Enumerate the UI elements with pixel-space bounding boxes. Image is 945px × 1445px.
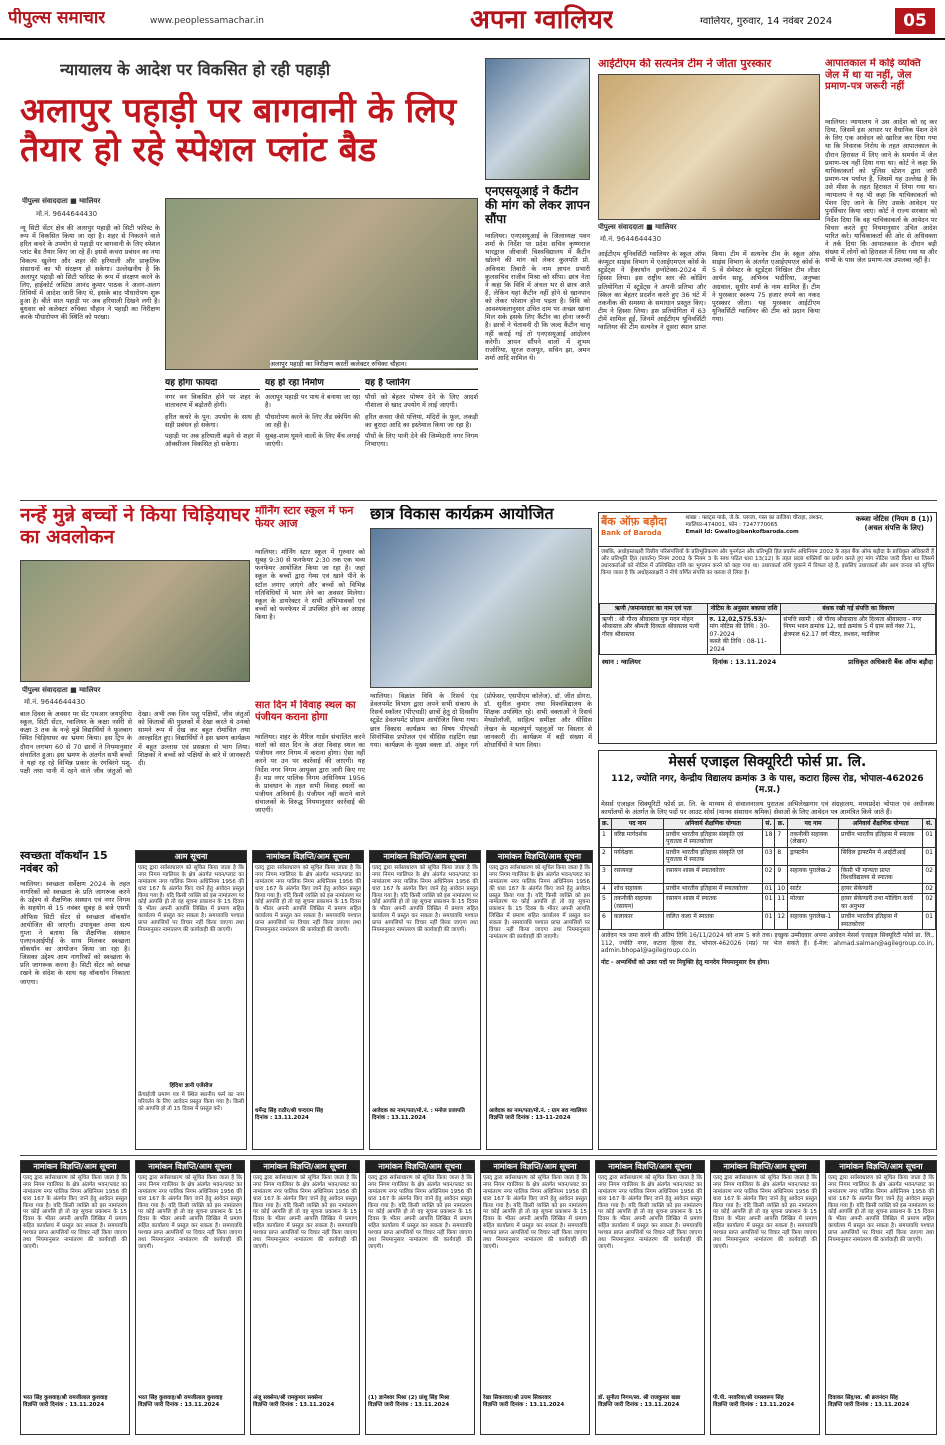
- notice-date: विज्ञप्ति जारी दिनांक : 13.11.2024: [23, 1401, 105, 1408]
- notice-date: विज्ञप्ति जारी दिनांक : 13.11.2024: [828, 1401, 910, 1408]
- notice-signatory: भरत सिंह कुशवाह/श्री रामजीलाल कुशवाह: [23, 1395, 108, 1401]
- agile-cell: 7: [775, 829, 788, 847]
- agile-cell: हायर सेकेण्डरी: [839, 883, 923, 894]
- bob-branch: [686, 515, 855, 544]
- agile-cell: 12: [775, 912, 788, 930]
- notice-date: विज्ञप्ति जारी दिनांक : 13-11-2024: [489, 1114, 571, 1121]
- notice-box-heading: नामांकन विज्ञप्ति/आम सूचना: [251, 1161, 359, 1173]
- notice-box-heading: नामांकन विज्ञप्ति/आम सूचना: [487, 851, 592, 863]
- bob-demand-date: मांग नोटिस की तिथि : 30-07-2024: [709, 623, 770, 638]
- agile-intro: मेसर्स एजाइल सिक्यूरिटी फोर्स प्रा. लि. के माध्यम से संचालनालय पुरातत्व अभिलेखागार एवं संग्रहालय, मध्यप्रदेश भोपाल एवं अधीनस्थ कार्यालयों के अंतर्गत के लिए पदों पर आउट सोर्स (मानव संसाधन श्रमिक) सेवाओं के लिए आवेदन पत्र आमंत्रित किये जाते हैं।: [601, 800, 934, 817]
- lead-col-construction: [265, 378, 360, 498]
- notice-box-heading: नामांकन विज्ञप्ति/आम सूचना: [596, 1161, 704, 1173]
- bob-th-amount: नोटिस के अनुसार बकाया राशि: [707, 604, 781, 615]
- agile-cell: 10: [775, 883, 788, 894]
- agile-title: मेसर्स एजाइल सिक्यूरिटी फोर्स प्रा. लि.: [668, 754, 867, 770]
- agile-cell: प्राचीन भारतीय इतिहास में स्नातकोत्तर: [664, 883, 763, 894]
- agile-cell: 5: [600, 894, 612, 912]
- student-dev-headline: छात्र विकास कार्यक्रम आयोजित: [370, 505, 554, 523]
- notice-date: विज्ञप्ति जारी दिनांक : 13.11.2024: [138, 1401, 220, 1408]
- bob-th-property: बंधक रखी गई संपत्ति का विवरण: [781, 604, 936, 615]
- bob-property: संपत्ति स्वामी : श्री गौरव श्रीवास्तव और दिव्यता श्रीवास्तव - नगर निगम भवन क्रमांक 12, वार्ड क्रमांक 5 में ग्राम सर्वे नंबर 71, क्षेत्रफल 62.17 वर्ग मीटर, लश्कर, ग्वालियर: [781, 614, 936, 655]
- notice-box-heading: नामांकन विज्ञप्ति/आम सूचना: [366, 1161, 474, 1173]
- agile-cell: रसायन शास्त्र में स्नातक: [664, 894, 763, 912]
- planning-title: यह है प्लानिंग: [365, 378, 478, 390]
- notice-date: विज्ञप्ति जारी दिनांक : 13.11.2024: [713, 1401, 795, 1408]
- lead-byline: पीपुल्स संवाददाता ■ ग्वालियर: [22, 197, 101, 205]
- lead-mobile: मो.नं. 9644644430: [36, 210, 98, 218]
- bob-footer: [599, 655, 936, 669]
- agile-cell: 01: [762, 883, 775, 894]
- agile-footer: आवेदन पत्र जमा करने की अंतिम तिथि 16/11/2024 को शाम 5 बजे तक। इच्छुक उम्मीदवार अपना आवेदन मेसर्स एजाइल सिक्यूरिटी फोर्स प्रा. लि., 112, ज्योति नगर, कटारा हिल्स रोड, भोपाल-462026 (मप्र) पर भेज सकते हैं। ई-मेल: ahmad.salman@agilegroup.co.in, admin.bhopal@agilegroup.co.in: [601, 932, 934, 955]
- agile-cell: प्राचीन भारतीय इतिहास में स्नातकोत्तर: [839, 912, 923, 930]
- planning-item: हरित कचरा जैसे पत्तियां, मंदिरों के फूल, लकड़ी का बुरादा आदि का इस्तेमाल किया जा रहा है।: [365, 412, 478, 429]
- agile-cell: 3: [600, 865, 612, 883]
- agile-cell: सहायक पुरालेख-1: [788, 912, 839, 930]
- agile-notice: [598, 750, 937, 1150]
- notice-box: [135, 1160, 245, 1435]
- nsui-headline: एनएसयूआई ने कैंटीन की मांग को लेकर ज्ञापन सौंपा: [485, 185, 590, 226]
- bob-amount: रु. 12,02,575.53/-: [709, 615, 767, 623]
- benefits-title: यह होगा फायदा: [165, 378, 260, 390]
- notice-box: [20, 1160, 130, 1435]
- benefits-item: नगर वन विकसित होने पर शहर के वातावरण में बढ़ोतरी होगी।: [165, 393, 260, 410]
- notice-signatory: भरत सिंह कुशवाह/श्री रामजीलाल कुशवाह: [138, 1395, 223, 1401]
- notice-box-heading: नामांकन विज्ञप्ति/आम सूचना: [481, 1161, 589, 1173]
- divider: [20, 500, 937, 501]
- franchise-text: फ्रेंचाईजी प्रमाण पत्र में स्थित स्थानीय फर्म का नाम परिवर्तन के लिए आवेदन प्रस्तुत किया गया है। किसी को आपत्ति हो तो 15 दिवस में प्रस्तुत करें।: [138, 1091, 244, 1112]
- notice-box-text: एतद् द्वारा सर्वसाधारण को सूचित किया जाता है कि नगर निगम ग्वालियर के क्षेत्र अंतर्गत भवन/प्लाट का नामांतरण नगर पालिक निगम अधिनियम 1956 की धारा 167 के अंतर्गत किए जाने हेतु आवेदन प्रस्तुत किया गया है। यदि किसी व्यक्ति को इस नामांतरण पर कोई आपत्ति हो तो वह सूचना प्रकाशन के 15 दिवस के भीतर अपनी आपत्ति लिखित में प्रमाण सहित कार्यालय में प्रस्तुत कर सकता है। समयावधि पश्चात प्राप्त आपत्तियों पर विचार नहीं किया जाएगा तथा नियमानुसार नामांतरण की कार्यवाही की जाएगी।: [23, 1175, 127, 1250]
- bob-logo: बैंक ऑफ़ बड़ौदा: [601, 515, 667, 528]
- lead-col-benefits: [165, 378, 260, 498]
- table-row: [600, 847, 936, 865]
- agile-cell: पर्यवेक्षक: [611, 847, 663, 865]
- franchise-title: हिंदिया ज्ञानी एजेंसीज: [169, 1083, 213, 1089]
- notice-box: [369, 850, 481, 1150]
- construction-item: पौधारोपण करने के लिए लैंड स्केपिंग की जा रही है।: [265, 412, 360, 429]
- agile-cell: कलाकार: [611, 912, 663, 930]
- zoo-body: बाल दिवस के अवसर पर सेंट एमआर जयपुरिया स्कूल, सिटी सेंटर, ग्वालियर के कक्षा नर्सरी से कक्षा 3 तक के नन्हे मुन्ने विद्यार्थियों ने फूलबाग स्थित चिड़ियाघर का भ्रमण किया। इस ट्रिप के दौरान लगभग 60 से 70 छात्रों ने नियमानुसार संचालित हुआ। इस भ्रमण के अंतर्गत सभी बच्चों ने यहां रह रहे विभिन्न प्रकार के रंगबिरंगे पशु-पक्षी तथा पानी में रहने वाले जीव जंतुओं को देखा। अभी तक जिन पशु पक्षियों, जीव जंतुओं को किताबों की पुस्तकों में देखा करते थे उनको सामने रूप में देख कर बहुत रोमांचित तथा आल्हादित हुए। विद्यार्थियों ने इस भ्रमण कार्यक्रम में बहुत उल्लास एवं प्रसन्नता से भाग लिया। शिक्षकों ने बच्चों को पक्षियों के बारे में जानकारी दी।: [20, 710, 250, 775]
- table-row: [600, 829, 936, 847]
- emergency-headline: आपातकाल में कोई व्यक्ति जेल में था या नहीं, जेल प्रमाण-पत्र जरूरी नहीं: [825, 58, 921, 92]
- swachhata-body: ग्वालियर। स्वच्छता सर्वेक्षण 2024 के तहत नागरिकों को स्वच्छता के प्रति जागरूक करने के उद्देश्य से शैक्षणिक संस्थान एवं नगर निगम के सहयोग से 15 नवंबर सुबह 8 बजे एसपी ऑफिस सिटी सेंटर से स्वच्छता वॉकथॉन आयोजित की जाएगी। उपायुक्त अमर सत्य गुप्ता ने बताया कि शैक्षणिक संस्थान एलएनआईपीई के साथ मिलकर स्वच्छता वॉकथॉन का आयोजन किया जा रहा है। जिसका उद्देश्य आम नागरिकों को स्वच्छता के प्रति जागरूक करना है। सिटी सेंटर को स्वच्छ रखने के संदेश के साथ यह वॉकथॉन निकाला जाएगा।: [20, 880, 130, 986]
- bob-borrower: ऋणी : श्री गौरव श्रीवास्तव पुत्र मदन मोहन श्रीवास्तव और श्रीमती दिव्यता श्रीवास्तव पत्नी गौरव श्रीवास्तव: [600, 614, 708, 655]
- notice-date: विज्ञप्ति जारी दिनांक : 13.11.2024: [483, 1401, 565, 1408]
- agile-cell: 18: [762, 829, 775, 847]
- agile-cell: सार्टर: [788, 883, 839, 894]
- agile-note: नोट - अभ्यर्थियों को उक्त पदों पर नियुक्ति हेतु मानदेय नियमानुसार देय होगा।: [601, 958, 770, 966]
- notice-signatory: पी.पी. नरवरिया/श्री रामस्वरूप सिंह: [713, 1395, 784, 1401]
- agile-cell: रसायन शास्त्र में स्नातकोत्तर: [664, 865, 763, 883]
- agile-cell: 8: [775, 847, 788, 865]
- lead-photo-caption: अलापुर पहाड़ी का निरीक्षण करतीं कलेक्टर रुचिका चौहान।: [270, 360, 478, 368]
- agile-cell: 03: [762, 847, 775, 865]
- notice-box-text: एतद् द्वारा सर्वसाधारण को सूचित किया जाता है कि नगर निगम ग्वालियर के क्षेत्र अंतर्गत भवन/प्लाट का नामांतरण नगर पालिक निगम अधिनियम 1956 की धारा 167 के अंतर्गत किए जाने हेतु आवेदन प्रस्तुत किया गया है। यदि किसी व्यक्ति को इस नामांतरण पर कोई आपत्ति हो तो वह सूचना प्रकाशन के 15 दिवस के भीतर अपनी आपत्ति लिखित में प्रमाण सहित कार्यालय में प्रस्तुत कर सकता है। समयावधि पश्चात प्राप्त आपत्तियों पर विचार नहीं किया जाएगा तथा नियमानुसार नामांतरण की कार्यवाही की जाएगी।: [713, 1175, 817, 1250]
- notice-box-heading: नामांकन विज्ञप्ति/आम सूचना: [136, 1161, 244, 1173]
- agile-th: सं.: [923, 819, 936, 830]
- agile-cell: सहायक पुरालेख-2: [788, 865, 839, 883]
- bob-logo-en: Bank of Baroda: [601, 528, 662, 537]
- table-row: [600, 865, 936, 883]
- nsui-body: ग्वालियर। एनएसयूआई के जिलाध्यक्ष पवन शर्मा के निर्देश पर प्रदेश सचिव कृष्णराज भारद्वाज जीवाजी विश्वविद्यालय में कैंटीन खोलने की मांग को लेकर कुलपति प्रो. अविनाश तिवारी के नाम ज्ञापन प्रभारी कुलसचिव राजीव मिश्रा को सौंपा। छात्र नेता ने कहा कि विवि में अंचल भर से छात्र आते हैं, लेकिन यहां कैंटीन नहीं होने से खानपान को लेकर परेशान होना पड़ता है। विवि को आवश्यकतानुसार उचित दाम पर अच्छा खाना मिल सके इसके लिए कैंटीन का होना जरूरी है। छात्रों ने चेतावनी दी कि जल्द कैंटीन चालू नहीं कराई गई तो एनएसयूआई आंदोलन करेगी। ज्ञापन सौंपने वालों में शुभम राजोरिया, सूरज राजपूत, सचिन झा, अमन शर्मा आदि शामिल थे।: [485, 232, 590, 362]
- planning-item: पौधों के लिए पानी देने की जिम्मेदारी नगर निगम निभाएगा।: [365, 431, 478, 448]
- planning-item: पौधों को बेहतर पोषण देने के लिए आदर्श गौशाला से खाद उपयोग में लाई जाएगी।: [365, 393, 478, 410]
- notice-box: [250, 1160, 360, 1435]
- bob-branch-address: शाखा : फ्लट्स पार्क, जे.के. प्लाजा, गस्त का ताजिया चौराहा, लश्कर, ग्वालियर-474001, फोन : 7247770065: [685, 515, 824, 528]
- agile-cell: 01: [762, 894, 775, 912]
- table-row: [600, 883, 936, 894]
- zoo-headline: नन्हें मुन्ने बच्चों ने किया चिड़ियाघर का अवलोकन: [20, 505, 250, 548]
- agile-cell: ललित कला में स्नातक: [664, 912, 763, 930]
- agile-address: 112, ज्योति नगर, केन्द्रीय विद्यालय क्रमांक 3 के पास, कटारा हिल्स रोड, भोपाल-462026 (म.प्र.): [611, 773, 924, 795]
- agile-th: अनिवार्य शैक्षणिक योग्यता: [664, 819, 763, 830]
- lead-photo: [165, 198, 478, 370]
- lead-headline: अलापुर पहाड़ी पर बागवानी के लिए तैयार हो रहे स्पेशल प्लांट बैड: [20, 92, 457, 171]
- dateline: ग्वालियर, गुरुवार, 14 नवंबर 2024: [700, 16, 833, 27]
- agile-cell: 2: [600, 847, 612, 865]
- agile-cell: 02: [923, 883, 936, 894]
- notice-date: विज्ञप्ति जारी दिनांक : 13.11.2024: [253, 1401, 335, 1408]
- section-title: अपना ग्वालियर: [470, 5, 614, 35]
- notice-box-text: एतद् द्वारा सर्वसाधारण को सूचित किया जाता है कि नगर निगम ग्वालियर के क्षेत्र अंतर्गत भवन/प्लाट का नामांतरण नगर पालिक निगम अधिनियम 1956 की धारा 167 के अंतर्गत किए जाने हेतु आवेदन प्रस्तुत किया गया है। यदि किसी व्यक्ति को इस नामांतरण पर कोई आपत्ति हो तो वह सूचना प्रकाशन के 15 दिवस के भीतर अपनी आपत्ति लिखित में प्रमाण सहित कार्यालय में प्रस्तुत कर सकता है। समयावधि पश्चात प्राप्त आपत्तियों पर विचार नहीं किया जाएगा तथा नियमानुसार नामांतरण की कार्यवाही की जाएगी।: [483, 1175, 587, 1250]
- agile-cell: 01: [923, 912, 936, 930]
- agile-cell: तकनीकी सहायक (लेखन): [788, 829, 839, 847]
- notice-date: विज्ञप्ति जारी दिनांक : 13.11.2024: [598, 1401, 680, 1408]
- iitm-mobile: मो.नं. 9644644430: [600, 235, 662, 243]
- notice-box-heading: नामांकन विज्ञप्ति/आम सूचना: [253, 851, 363, 863]
- notice-box-heading: नामांकन विज्ञप्ति/आम सूचना: [21, 1161, 129, 1173]
- lead-kicker: न्यायालय के आदेश पर विकसित हो रही पहाड़ी: [60, 60, 331, 79]
- notice-box-text: एतद् द्वारा सर्वसाधारण को सूचित किया जाता है कि नगर निगम ग्वालियर के क्षेत्र अंतर्गत भवन/प्लाट का नामांतरण नगर पालिक निगम अधिनियम 1956 की धारा 167 के अंतर्गत किए जाने हेतु आवेदन प्रस्तुत किया गया है। यदि किसी व्यक्ति को इस नामांतरण पर कोई आपत्ति हो तो वह सूचना प्रकाशन के 15 दिवस के भीतर अपनी आपत्ति लिखित में प्रमाण सहित कार्यालय में प्रस्तुत कर सकता है। समयावधि पश्चात प्राप्त आपत्तियों पर विचार नहीं किया जाएगा तथा नियमानुसार नामांतरण की कार्यवाही की जाएगी।: [489, 865, 590, 940]
- agile-th: क्र.: [600, 819, 612, 830]
- agile-cell: 11: [775, 894, 788, 912]
- notice-box: [825, 1160, 937, 1435]
- notice-box: [595, 1160, 705, 1435]
- agile-cell: 4: [600, 883, 612, 894]
- agile-cell: 1: [600, 829, 612, 847]
- bob-signatory: प्राधिकृत अधिकारी बैंक ऑफ बड़ौदा: [848, 658, 933, 666]
- agile-cell: हायर सेकेण्डरी तथा मोल्डिंग कार्य का अनुभव: [839, 894, 923, 912]
- brand-name: पीपुल्स समाचार: [8, 8, 106, 28]
- student-dev-photo: [370, 528, 592, 688]
- notice-signatory: रेखा सिकरवार/श्री उत्तम सिकरवार: [483, 1395, 552, 1401]
- agile-cell: रसायनज्ञ: [611, 865, 663, 883]
- bob-place: स्थान : ग्वालियर: [602, 658, 641, 666]
- notice-box: [365, 1160, 475, 1435]
- iitm-headline: आईटीएम की सत्यनेत्र टीम ने जीता पुरस्कार: [598, 58, 772, 70]
- bob-amount-cell: [707, 614, 781, 655]
- emergency-body: ग्वालियर। न्यायालय ने उस आदेश को रद्द कर दिया, जिसमें इस आधार पर वैधानिक पेंशन देने के लिए एक आवेदन को खारिज कर दिया गया था कि निवारक निरोध के तहत आपातकाल के दौरान हिरासत में लिए जाने के समर्थन में जेल प्रमाण-पत्र नहीं दिया गया था। कोर्ट ने कहा कि याचिकाकर्ता को पुलिस स्टेशन द्वारा जारी प्रमाण-पत्र पर्याप्त है, जिसमें यह उल्लेख है कि उसे मीसा के तहत हिरासत में लिया गया था। न्यायालय ने यह भी कहा कि याचिकाकर्ता को पेंशन दिए जाने के लिए उसके आवेदन पर पुनर्विचार किया जाए। कोर्ट ने राज्य सरकार को निर्देश दिया कि वह याचिकाकर्ता के आवेदन पर विचार करते हुए नियमानुसार उचित आदेश पारित करे। याचिकाकर्ता की ओर से अधिवक्ता ने तर्क दिया कि आपातकाल के दौरान बड़ी संख्या में लोगों को हिरासत में लिया गया था और सभी के पास जेल प्रमाण-पत्र उपलब्ध नहीं है।: [825, 118, 937, 265]
- lead-col-planning: [365, 378, 478, 498]
- agile-cell: प्राचीन भारतीय इतिहास संस्कृति एवं पुरातत्व में स्नातक: [664, 847, 763, 865]
- lead-body: न्यू सिटी सेंटर क्षेत्र की अलापुर पहाड़ी को सिटी फॉरेस्ट के रूप में विकसित किया जा रहा है। शहर से निकलने वाले हरित कचरे के उपयोग से पहाड़ी पर बागवानी के लिए स्पेशल प्लांट बैड तैयार किए जा रहे हैं। इससे कचरा प्रबंधन का नया विकल्प खुलेगा और शहर की हरियाली और प्राकृतिक संसाधनों का भी संरक्षण हो सकेगा। उल्लेखनीय है कि अलापुर पहाड़ी को सिटी फॉरेस्ट के रूप में संरक्षण करने के लिए, हाईकोर्ट जस्टिस आनंद कुमार पाठक ने अलग-अलग तिथियों में आदेश जारी किए थे, इसके बाद पौधारोपण शुरू हुआ है। बीते सात पहाड़ी पर अब हरियाली दिखने लगी है। बुधवार को कलेक्टर रुचिका चौहान ने पहाड़ी का निरीक्षण करके पौधारोपण की स्थिति को परखा।: [20, 224, 160, 322]
- agile-cell: किसी भी मान्यता प्राप्त विश्वविद्यालय से स्नातक: [839, 865, 923, 883]
- agile-cell: 9: [775, 865, 788, 883]
- page-number: 05: [895, 8, 935, 34]
- iitm-byline: पीपुल्स संवाददाता ■ ग्वालियर: [598, 223, 677, 231]
- marriage-body: ग्वालियर। शहर के मैरिज गार्डन संचालित करने वालों को सात दिन के अंदर विवाह स्थल का पंजीयन नगर निगम में कराना होगा। ऐसा नहीं करने पर उन पर कार्रवाई की जाएगी। यह निर्देश नगर निगम आयुक्त द्वारा जारी किए गए हैं। मप्र नगर पालिक निगम अधिनियम 1956 के प्रावधान के तहत सभी विवाह स्थलों का पंजीयन अनिवार्य है। पंजीयन नहीं कराने वाले संचालकों के विरुद्ध नियमानुसार कार्रवाई की जाएगी।: [255, 733, 365, 815]
- notice-box-text: एतद् द्वारा सर्वसाधारण को सूचित किया जाता है कि नगर निगम ग्वालियर के क्षेत्र अंतर्गत भवन/प्लाट का नामांतरण नगर पालिक निगम अधिनियम 1956 की धारा 167 के अंतर्गत किए जाने हेतु आवेदन प्रस्तुत किया गया है। यदि किसी व्यक्ति को इस नामांतरण पर कोई आपत्ति हो तो वह सूचना प्रकाशन के 15 दिवस के भीतर अपनी आपत्ति लिखित में प्रमाण सहित कार्यालय में प्रस्तुत कर सकता है। समयावधि पश्चात प्राप्त आपत्तियों पर विचार नहीं किया जाएगा तथा नियमानुसार नामांतरण की कार्यवाही की जाएगी।: [138, 865, 244, 933]
- notice-signatory: धर्मेन्द्र सिंह राठौर/श्री चन्दराम सिंह: [255, 1108, 324, 1114]
- bob-email: Email Id: Gwalio@bankofbaroda.com: [685, 528, 799, 535]
- divider: [20, 1155, 937, 1156]
- agile-cell: 02: [923, 865, 936, 883]
- benefits-item: पहाड़ी पर अब हरियाली बढ़ने से शहर में ऑक्सीजन विकसित हो सकेगा।: [165, 431, 260, 448]
- notice-box: [480, 1160, 590, 1435]
- notice-box-heading: आम सूचना: [136, 851, 246, 863]
- construction-item: अलापुर पहाड़ी पर पाथ वे बनाया जा रहा है।: [265, 393, 360, 410]
- notice-box: [710, 1160, 820, 1435]
- agile-th: पद नाम: [788, 819, 839, 830]
- notice-signatory: अंजू सक्सेना/श्री रामकुमार सक्सेना: [253, 1395, 323, 1401]
- bob-intro: जबकि, अधोहस्ताक्षरी वित्तीय परिसंपत्तियों के प्रतिभूतिकरण और पुनर्गठन और प्रतिभूति हित प्रवर्तन अधिनियम 2002 के तहत बैंक ऑफ बड़ौदा के प्राधिकृत अधिकारी हैं और प्रतिभूति हित (प्रवर्तन) नियम 2002 के नियम 3 के साथ पठित धारा 13(12) के तहत प्रदत्त शक्तियों का प्रयोग करते हुए मांग नोटिस जारी किया था जिसमें उधारकर्ताओं को नोटिस में उल्लिखित राशि का भुगतान करने को कहा गया था। उधारकर्ता राशि चुकाने में विफल रहे हैं, इसलिए उधारकर्ता और आम जनता को सूचित किया जाता है कि अधोहस्ताक्षरी ने नीचे वर्णित संपत्ति का कब्जा ले लिया है।: [601, 549, 934, 576]
- agile-cell: 01: [923, 829, 936, 847]
- agile-cell: वरिष्ठ मार्गदर्शक: [611, 829, 663, 847]
- agile-cell: 6: [600, 912, 612, 930]
- agile-cell: 01: [762, 912, 775, 930]
- marriage-headline: सात दिन में विवाह स्थल का पंजीयन कराना होगा: [255, 700, 356, 723]
- zoo-photo: [20, 560, 250, 682]
- agile-cell: तकनीकी सहायक (रसायन): [611, 894, 663, 912]
- masthead: [0, 0, 945, 40]
- bob-table: [599, 603, 936, 655]
- morning-star-headline: मॉर्निंग स्टार स्कूल में फन फेयर आज: [255, 505, 354, 530]
- agile-cell: प्राचीन भारतीय इतिहास संस्कृति एवं पुरातत्व में स्नातकोत्तर: [664, 829, 763, 847]
- agile-cell: 02: [762, 865, 775, 883]
- notice-signatory: डॉ. सुनीता निगम/स्व. श्री राजकुमार खन्ना: [598, 1395, 681, 1401]
- agile-cell: शोध सहायक: [611, 883, 663, 894]
- notice-signatory: (1) ज्ञानेश्वर मिश्रा (2) प्रांशु सिंह मिश्रा: [368, 1395, 450, 1401]
- brand-url: www.peoplessamachar.in: [150, 16, 264, 26]
- notice-box-heading: नामांकन विज्ञप्ति/आम सूचना: [711, 1161, 819, 1173]
- agile-cell: 02: [923, 894, 936, 912]
- bob-logo-block: [601, 515, 686, 544]
- bob-notice: [598, 512, 937, 744]
- notice-box-heading: नामांकन विज्ञप्ति/आम सूचना: [370, 851, 480, 863]
- notice-box: [252, 850, 364, 1150]
- swachhata-headline: स्वच्छता वॉकथॉन 15 नवंबर को: [20, 850, 108, 875]
- agile-table: [599, 818, 936, 930]
- agile-th: पद नाम: [611, 819, 663, 830]
- agile-cell: सिविल ड्राफ्टमैन में आईटीआई: [839, 847, 923, 865]
- bob-possession-date: कब्जे की तिथि : 08-11-2024: [709, 638, 767, 653]
- notice-box-text: एतद् द्वारा सर्वसाधारण को सूचित किया जाता है कि नगर निगम ग्वालियर के क्षेत्र अंतर्गत भवन/प्लाट का नामांतरण नगर पालिक निगम अधिनियम 1956 की धारा 167 के अंतर्गत किए जाने हेतु आवेदन प्रस्तुत किया गया है। यदि किसी व्यक्ति को इस नामांतरण पर कोई आपत्ति हो तो वह सूचना प्रकाशन के 15 दिवस के भीतर अपनी आपत्ति लिखित में प्रमाण सहित कार्यालय में प्रस्तुत कर सकता है। समयावधि पश्चात प्राप्त आपत्तियों पर विचार नहीं किया जाएगा तथा नियमानुसार नामांतरण की कार्यवाही की जाएगी।: [138, 1175, 242, 1250]
- notice-signatory: दिवाकर सिंह/स्व. श्री ब्रजनंदन सिंह: [828, 1395, 898, 1401]
- nsui-photo: [485, 58, 590, 180]
- notice-date: दिनांक : 13.11.2024: [372, 1114, 426, 1121]
- zoo-mobile: मो.नं. 9644644430: [24, 698, 86, 706]
- agile-cell: ड्राफ्टमैन: [788, 847, 839, 865]
- notice-box-text: एतद् द्वारा सर्वसाधारण को सूचित किया जाता है कि नगर निगम ग्वालियर के क्षेत्र अंतर्गत भवन/प्लाट का नामांतरण नगर पालिक निगम अधिनियम 1956 की धारा 167 के अंतर्गत किए जाने हेतु आवेदन प्रस्तुत किया गया है। यदि किसी व्यक्ति को इस नामांतरण पर कोई आपत्ति हो तो वह सूचना प्रकाशन के 15 दिवस के भीतर अपनी आपत्ति लिखित में प्रमाण सहित कार्यालय में प्रस्तुत कर सकता है। समयावधि पश्चात प्राप्त आपत्तियों पर विचार नहीं किया जाएगा तथा नियमानुसार नामांतरण की कार्यवाही की जाएगी।: [598, 1175, 702, 1250]
- benefits-item: हरित कचरे के पुन: उपयोग के साथ ही सही प्रबंधन हो सकेगा।: [165, 412, 260, 429]
- iitm-body: आईटीएम यूनिवर्सिटी ग्वालियर के स्कूल ऑफ कंप्यूटर साइंस विभाग में एआईएमएल कोर्स के स्टूडेंट्स ने हैकाथॉन इग्नोटेक्स-2024 में हिस्सा लिया। इस राष्ट्रीय स्तर की कोडिंग प्रतियोगिता में स्टूडेंट्स ने अपनी प्रतिभा और स्किल का बेहतर प्रदर्शन करते हुए 36 घंटे में तकनीक की समस्या के समाधान प्रस्तुत किए। टीम ने हिस्सा लिया। इस प्रतियोगिता में 63 टीमें शामिल हुईं, जिनमें आईटीएम यूनिवर्सिटी ग्वालियर की टीम सत्यनेत्र ने दूसरा स्थान प्राप्त किया। टीम में सत्यनेत्र टीम के स्कूल ऑफ साइंस विभाग के अंतर्गत एआईएमएल कोर्स के 5 वें सेमेस्टर के स्टूडेंट्स निखिल टीम लीडर आर्यन साहू, अभिनव भदौरिया, अनुष्का अग्रवाल, सुधीर शर्मा के नाम शामिल हैं। टीम ने पुरस्कार स्वरूप 75 हजार रुपये का नकद पुरस्कार जीता। यह पुरस्कार आईटीएम यूनिवर्सिटी ग्वालियर की टीम को प्रदान किया गया।: [598, 250, 820, 332]
- morning-star-body: ग्वालियर। मॉर्निंग स्टार स्कूल में गुरुवार को सुबह 9:30 से फनफेयर 2:30 तक एक भव्य फनफेयर आयोजित किया जा रहा है। जहां स्कूल के बच्चों द्वारा गेम्स एवं खाने पीने के स्टॉल लगाए जाएंगे और बच्चों को विभिन्न गतिविधियों में भाग लेने का अवसर मिलेगा। स्कूल के डायरेक्टर ने सभी अभिभावकों एवं बच्चों को फनफेयर में उपस्थित होने का आग्रह किया है।: [255, 548, 365, 621]
- agile-th: सं.: [762, 819, 775, 830]
- agile-cell: मोल्डर: [788, 894, 839, 912]
- agile-th: क्र.: [775, 819, 788, 830]
- bob-notice-title: कब्जा नोटिस (नियम 8 (1)) (अचल संपत्ति के लिए): [855, 515, 933, 532]
- bob-date: दिनांक : 13.11.2024: [712, 658, 777, 666]
- construction-title: यह हो रहा निर्माण: [265, 378, 360, 390]
- notice-box-text: एतद् द्वारा सर्वसाधारण को सूचित किया जाता है कि नगर निगम ग्वालियर के क्षेत्र अंतर्गत भवन/प्लाट का नामांतरण नगर पालिक निगम अधिनियम 1956 की धारा 167 के अंतर्गत किए जाने हेतु आवेदन प्रस्तुत किया गया है। यदि किसी व्यक्ति को इस नामांतरण पर कोई आपत्ति हो तो वह सूचना प्रकाशन के 15 दिवस के भीतर अपनी आपत्ति लिखित में प्रमाण सहित कार्यालय में प्रस्तुत कर सकता है। समयावधि पश्चात प्राप्त आपत्तियों पर विचार नहीं किया जाएगा तथा नियमानुसार नामांतरण की कार्यवाही की जाएगी।: [368, 1175, 472, 1250]
- notice-box-text: एतद् द्वारा सर्वसाधारण को सूचित किया जाता है कि नगर निगम ग्वालियर के क्षेत्र अंतर्गत भवन/प्लाट का नामांतरण नगर पालिक निगम अधिनियम 1956 की धारा 167 के अंतर्गत किए जाने हेतु आवेदन प्रस्तुत किया गया है। यदि किसी व्यक्ति को इस नामांतरण पर कोई आपत्ति हो तो वह सूचना प्रकाशन के 15 दिवस के भीतर अपनी आपत्ति लिखित में प्रमाण सहित कार्यालय में प्रस्तुत कर सकता है। समयावधि पश्चात प्राप्त आपत्तियों पर विचार नहीं किया जाएगा तथा नियमानुसार नामांतरण की कार्यवाही की जाएगी।: [255, 865, 361, 933]
- notice-date: विज्ञप्ति जारी दिनांक : 13.11.2024: [368, 1401, 450, 1408]
- table-row: [600, 912, 936, 930]
- table-row: [600, 894, 936, 912]
- notice-signatory: आवेदक का नाम/पता/मो.नं. : मनोज प्रजापति: [372, 1108, 465, 1114]
- agile-cell: प्राचीन भारतीय इतिहास में स्नातक: [839, 829, 923, 847]
- notice-box: [135, 850, 247, 1150]
- iitm-photo: [598, 74, 820, 220]
- notice-box: [486, 850, 593, 1150]
- notice-box-text: एतद् द्वारा सर्वसाधारण को सूचित किया जाता है कि नगर निगम ग्वालियर के क्षेत्र अंतर्गत भवन/प्लाट का नामांतरण नगर पालिक निगम अधिनियम 1956 की धारा 167 के अंतर्गत किए जाने हेतु आवेदन प्रस्तुत किया गया है। यदि किसी व्यक्ति को इस नामांतरण पर कोई आपत्ति हो तो वह सूचना प्रकाशन के 15 दिवस के भीतर अपनी आपत्ति लिखित में प्रमाण सहित कार्यालय में प्रस्तुत कर सकता है। समयावधि पश्चात प्राप्त आपत्तियों पर विचार नहीं किया जाएगा तथा नियमानुसार नामांतरण की कार्यवाही की जाएगी।: [828, 1175, 934, 1243]
- notice-signatory: आवेदक का नाम/पता/मो.नं. : ग्राम बरा ग्वालियर: [489, 1108, 587, 1114]
- agile-th: अनिवार्य शैक्षणिक योग्यता: [839, 819, 923, 830]
- agile-cell: 01: [923, 847, 936, 865]
- zoo-byline: पीपुल्स संवाददाता ■ ग्वालियर: [22, 686, 101, 694]
- bob-th-borrower: ऋणी /जमानतदार का नाम एवं पता: [600, 604, 708, 615]
- notice-box-text: एतद् द्वारा सर्वसाधारण को सूचित किया जाता है कि नगर निगम ग्वालियर के क्षेत्र अंतर्गत भवन/प्लाट का नामांतरण नगर पालिक निगम अधिनियम 1956 की धारा 167 के अंतर्गत किए जाने हेतु आवेदन प्रस्तुत किया गया है। यदि किसी व्यक्ति को इस नामांतरण पर कोई आपत्ति हो तो वह सूचना प्रकाशन के 15 दिवस के भीतर अपनी आपत्ति लिखित में प्रमाण सहित कार्यालय में प्रस्तुत कर सकता है। समयावधि पश्चात प्राप्त आपत्तियों पर विचार नहीं किया जाएगा तथा नियमानुसार नामांतरण की कार्यवाही की जाएगी।: [372, 865, 478, 933]
- construction-item: सुबह-शाम घूमने वालों के लिए बैंच लगाई जाएंगी।: [265, 431, 360, 448]
- student-dev-body: ग्वालियर। विक्रांत विवि के रिसर्च एंड डेवलपमेंट विभाग द्वारा अपने सभी संकाय के रिसर्च स्कॉलर (पीएचडी) छात्रों हेतु दो दिवसीय स्टूडेंट डेवलपमेंट प्रोग्राम आयोजित किया गया। छात्र विकास कार्यक्रम का विषय पीएचडी सिनोप्सिस प्रपोजल एवं थीसिस राइटिंग रखा गया। कार्यक्रम के मुख्य वक्ता डॉ. अंकुर गर्ग (प्रोफेसर, एसपीएम कॉलेज), डॉ. जीत डोगरा, डॉ. सुनील कुमार तथा विश्वविद्यालय के शिक्षक उपस्थित रहे। सभी वक्ताओं ने रिसर्च मेथडोलॉजी, साहित्य समीक्षा और थीसिस लेखन के महत्वपूर्ण पहलुओं पर विस्तार से जानकारी दी। कार्यक्रम में बड़ी संख्या में शोधार्थियों ने भाग लिया।: [370, 692, 592, 749]
- notice-box-heading: नामांकन विज्ञप्ति/आम सूचना: [826, 1161, 936, 1173]
- notice-date: दिनांक : 13.11.2024: [255, 1114, 309, 1121]
- notice-box-text: एतद् द्वारा सर्वसाधारण को सूचित किया जाता है कि नगर निगम ग्वालियर के क्षेत्र अंतर्गत भवन/प्लाट का नामांतरण नगर पालिक निगम अधिनियम 1956 की धारा 167 के अंतर्गत किए जाने हेतु आवेदन प्रस्तुत किया गया है। यदि किसी व्यक्ति को इस नामांतरण पर कोई आपत्ति हो तो वह सूचना प्रकाशन के 15 दिवस के भीतर अपनी आपत्ति लिखित में प्रमाण सहित कार्यालय में प्रस्तुत कर सकता है। समयावधि पश्चात प्राप्त आपत्तियों पर विचार नहीं किया जाएगा तथा नियमानुसार नामांतरण की कार्यवाही की जाएगी।: [253, 1175, 357, 1250]
